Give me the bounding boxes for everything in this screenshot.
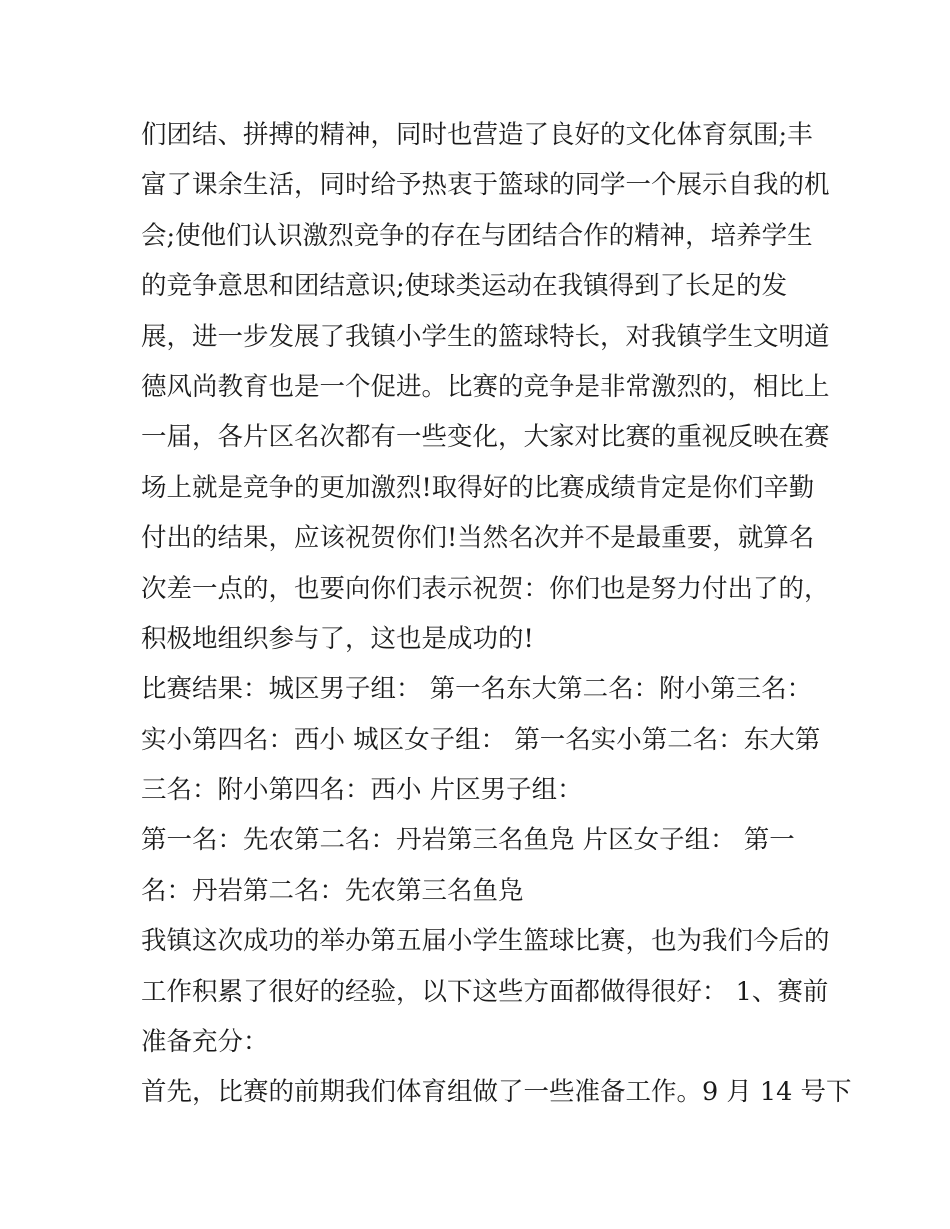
text-line: 们团结、拼搏的精神，同时也营造了良好的文化体育氛围;丰 [141, 120, 813, 150]
results-line: 实小第四名：西小 城区女子组： 第一名实小第二名：东大第 [141, 724, 821, 755]
text-line: 一届，各片区名次都有一些变化，大家对比赛的重视反映在赛 [141, 422, 830, 453]
text-line: 的竞争意思和团结意识;使球类运动在我镇得到了长足的发 [141, 271, 788, 302]
text-line: 展，进一步发展了我镇小学生的篮球特长，对我镇学生文明道 [141, 321, 830, 352]
text-line: 我镇这次成功的举办第五届小学生篮球比赛，也为我们今后的 [141, 926, 830, 957]
results-line: 比赛结果：城区男子组： 第一名东大第二名：附小第三名： [141, 674, 813, 705]
text-line: 富了课余生活，同时给予热衷于篮球的同学一个展示自我的机 [141, 170, 830, 201]
text-line: 次差一点的，也要向你们表示祝贺：你们也是努力付出了的， [141, 573, 830, 604]
text-line: 工作积累了很好的经验，以下这些方面都做得很好： 1、赛前 [141, 976, 829, 1007]
text-line: 积极地组织参与了，这也是成功的! [141, 623, 534, 654]
body-text [141, 110, 852, 1118]
text-line: 付出的结果，应该祝贺你们!当然名次并不是最重要，就算名 [141, 523, 815, 554]
text-line: 首先，比赛的前期我们体育组做了一些准备工作。9 月 14 号下 [141, 1077, 852, 1108]
text-line: 会;使他们认识激烈竞争的存在与团结合作的精神，培养学生 [141, 220, 813, 251]
text-line: 准备充分： [141, 1027, 269, 1058]
results-line: 三名：附小第四名：西小 片区男子组： [141, 775, 583, 806]
text-line: 德风尚教育也是一个促进。比赛的竞争是非常激烈的，相比上 [141, 371, 830, 402]
results-line: 名：丹岩第二名：先农第三名鱼凫 [141, 875, 524, 906]
text-line: 场上就是竞争的更加激烈!取得好的比赛成绩肯定是你们辛勤 [141, 472, 815, 503]
results-line: 第一名：先农第二名：丹岩第三名鱼凫 片区女子组： 第一 [141, 825, 795, 856]
